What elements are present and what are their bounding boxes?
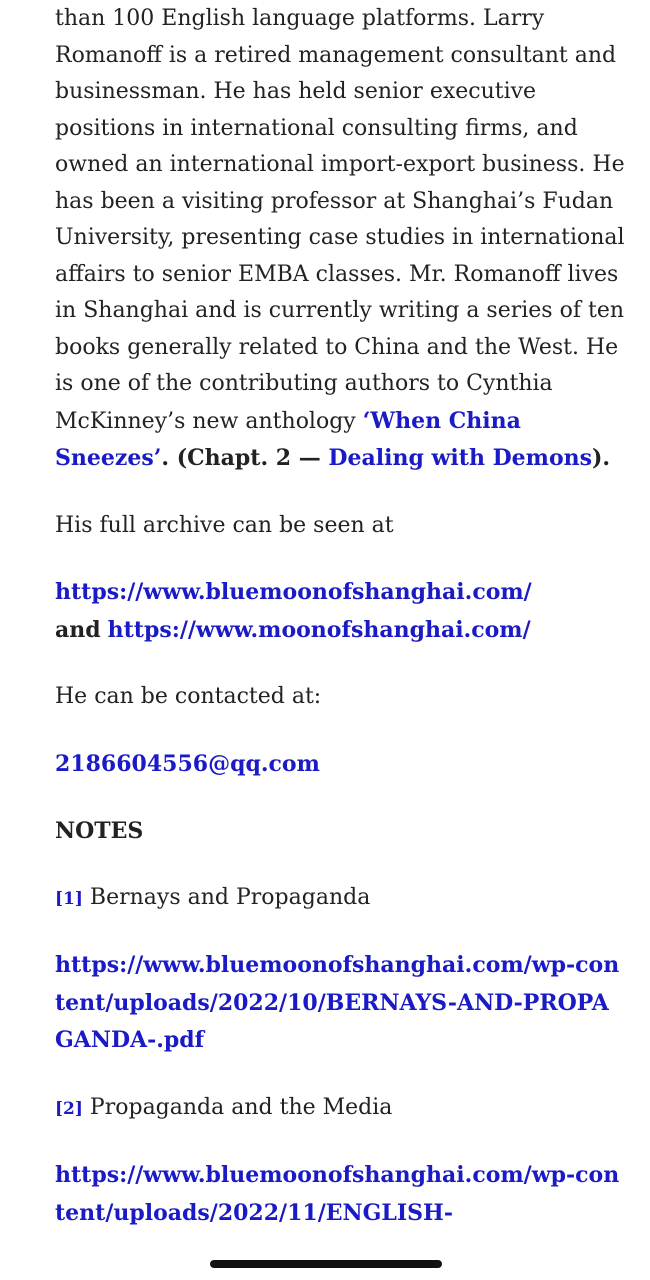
bio-chapter-prefix: . (Chapt. 2 — [161,445,329,471]
note-2-title: Propaganda and the Media [89,1094,393,1120]
note-2-url-link[interactable]: https://www.bluemoonofshanghai.com/wp-content/uploads/2022/11/ENGLISH- [55,1162,620,1226]
home-indicator-bar[interactable] [210,1260,442,1268]
note-1-ref-link[interactable]: [1] [55,888,83,909]
contact-intro: He can be contacted at: [55,684,322,709]
archive-link-bluemoon[interactable]: https://www.bluemoonofshanghai.com/ [55,579,532,605]
notes-heading: NOTES [55,818,144,844]
note-1-url-link[interactable]: https://www.bluemoonofshanghai.com/wp-content/uploads/2022/10/BERNAYS-AND-PROPAGANDA-.pdf [55,952,620,1053]
note-2-url-paragraph [55,1157,625,1232]
archive-link-moon[interactable]: https://www.moonofshanghai.com/ [107,616,531,643]
bio-closing: ). [592,445,611,471]
bio-text: than 100 English language platforms. Larry Romanoff is a retired management consultant and businessman. He has held senior executive positions in international consulting firms, and owned an international import-export business. He has been a visiting professor at Shanghai’s Fudan University, presenting case studies in international affairs to senior EMBA classes. Mr. Romanoff lives in Shanghai and is currently writing a series of ten books generally related to China and the West. He is one of the contributing authors to Cynthia McKinney’s new anthology [55,6,625,434]
article-body [55,0,625,1232]
note-1 [55,880,625,918]
note-2 [55,1090,625,1128]
chapter-link-dealing-with-demons[interactable]: Dealing with Demons [328,445,593,471]
book-link-when-china-sneezes[interactable]: ‘When China Sneezes’ [55,407,521,471]
note-1-title: Bernays and Propaganda [89,884,371,910]
contact-email-paragraph [55,746,625,784]
contact-email-link[interactable]: 2186604556@qq.com [55,750,320,777]
archive-and: and [55,616,101,643]
note-1-url-paragraph [55,947,625,1060]
archive-intro: His full archive can be seen at [55,512,394,538]
note-2-ref-link[interactable]: [2] [55,1098,83,1119]
author-bio-paragraph [55,1,625,478]
archive-links [55,574,625,649]
